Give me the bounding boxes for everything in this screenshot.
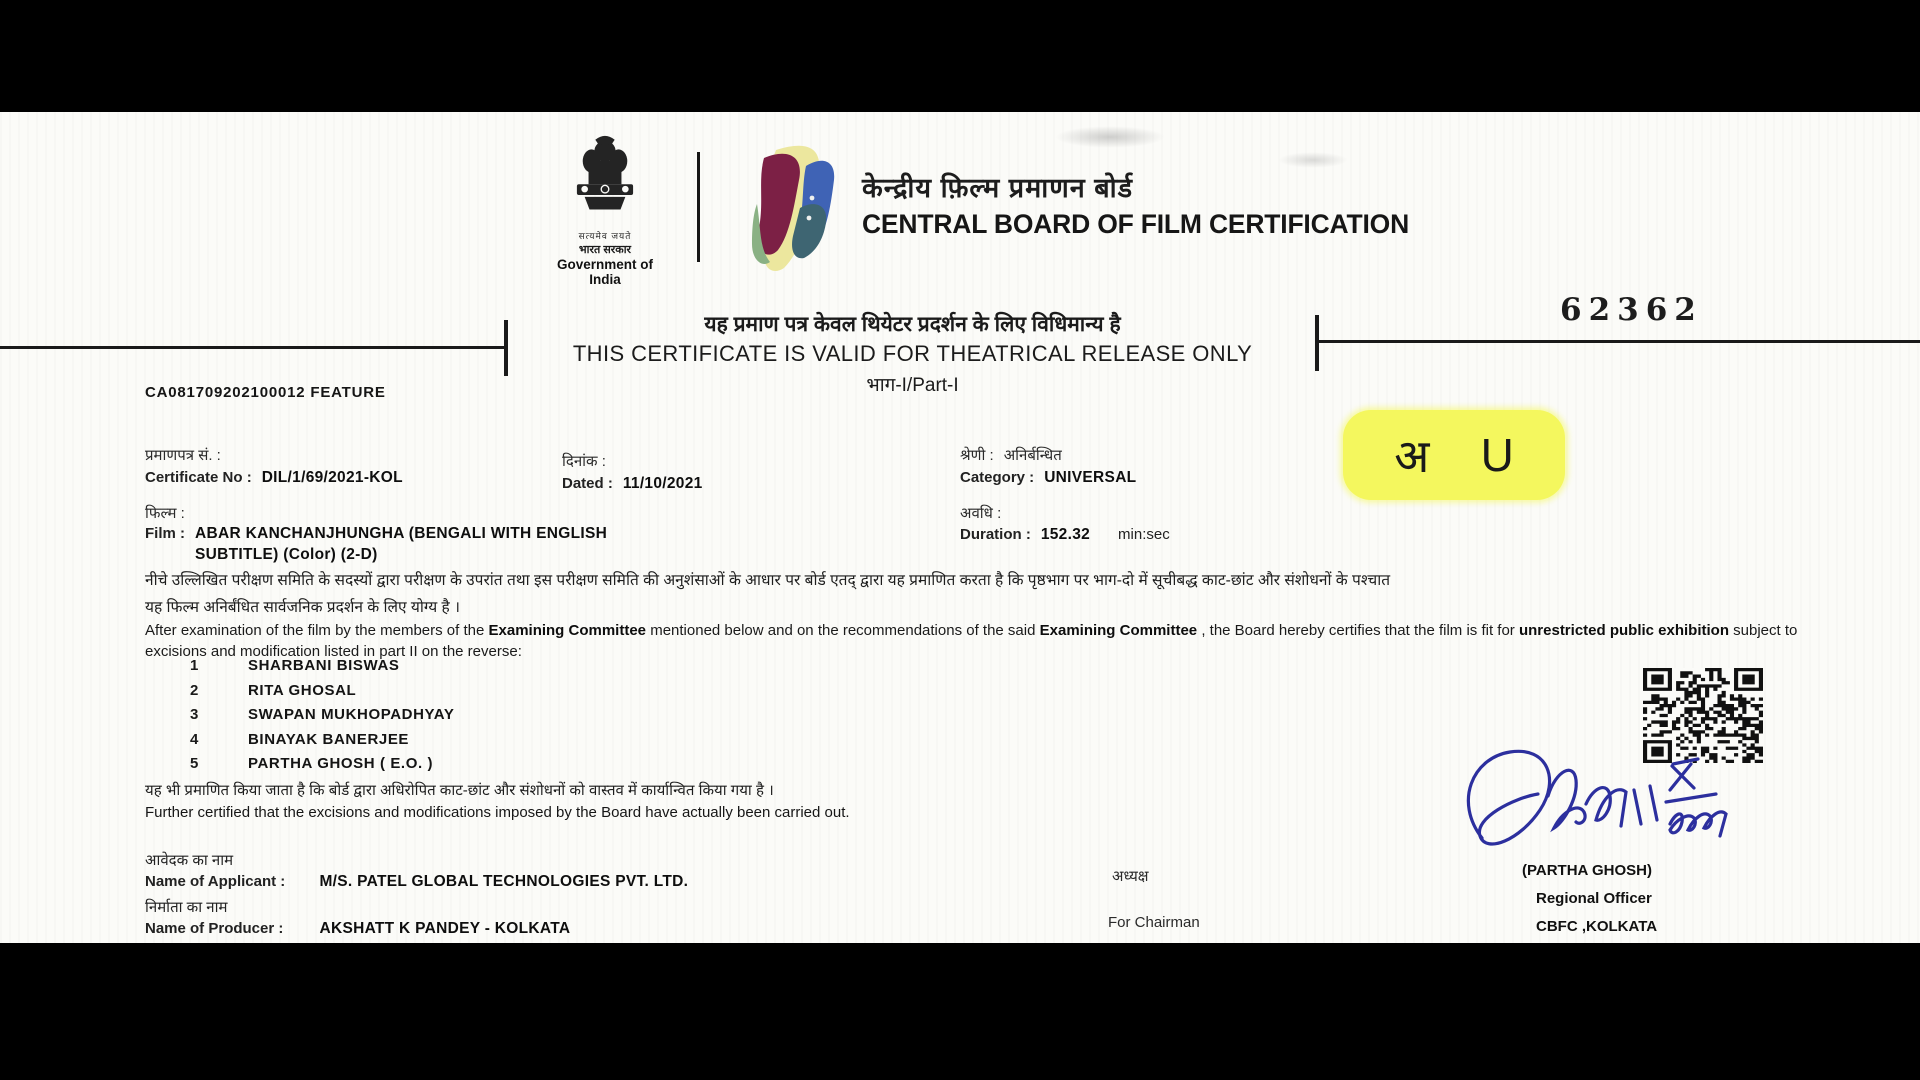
cert-hindi-line1: नीचे उल्लिखित परीक्षण समिति के सदस्यों द्वारा परीक्षण के उपरांत तथा इस परीक्षण समिति की अनुशंसाओं के आधार पर बोर्ड एतद् द्वारा यह प्रमाणित करता है कि पृष्ठभाग पर भाग-दो में सूचीबद्ध काट-छांट और संशोधनों के पश्चात <box>145 572 1391 589</box>
applicant-label: Name of Applicant : <box>145 873 286 890</box>
signatory-name: (PARTHA GHOSH) <box>1522 862 1652 879</box>
film-title-line2: SUBTITLE) (Color) (2-D) <box>195 546 378 563</box>
cert-en-bold: unrestricted public exhibition <box>1518 622 1729 639</box>
duration-row <box>960 526 1170 544</box>
ashoka-emblem-icon <box>566 132 644 224</box>
category-value-hindi: अनिर्बन्धित <box>1003 447 1062 464</box>
committee-number: 3 <box>190 706 199 723</box>
applicant-label-hindi: आवेदक का नाम <box>145 852 234 869</box>
committee-member: SHARBANI BISWAS <box>248 657 400 674</box>
producer-value: AKSHATT K PANDEY - KOLKATA <box>319 920 571 937</box>
further-certified-english: Further certified that the excisions and modifications imposed by the Board have actually been carried out. <box>145 804 850 821</box>
film-label: Film : <box>145 525 185 542</box>
duration-label: Duration : <box>960 526 1031 543</box>
rating-letter-english: U <box>1480 429 1514 481</box>
certificate-no-label-hindi: प्रमाणपत्र सं. : <box>145 447 221 464</box>
certificate-no-row <box>145 469 403 487</box>
emblem-government-of-india: Government of India <box>556 257 653 287</box>
signatory-office: CBFC ,KOLKATA <box>1536 918 1658 935</box>
committee-row <box>190 731 454 748</box>
producer-label-hindi: निर्माता का नाम <box>145 899 228 916</box>
validity-statement <box>510 310 1315 397</box>
scan-smudge <box>1278 152 1348 168</box>
committee-number: 1 <box>190 657 199 674</box>
scan-smudge <box>1055 126 1165 148</box>
cert-en-text: After examination of the film by the members of the <box>145 622 489 639</box>
committee-row <box>190 657 454 674</box>
rating-badge <box>1343 410 1565 500</box>
committee-member: SWAPAN MUKHOPADHYAY <box>248 706 455 723</box>
emblem-motto: सत्यमेव जयते <box>578 231 632 241</box>
validity-text-hindi: यह प्रमाण पत्र केवल थियेटर प्रदर्शन के लिए विधिमान्य है <box>704 313 1121 336</box>
cbfc-logo-icon <box>742 142 854 274</box>
part-label: भाग-I/Part-I <box>866 375 959 396</box>
duration-label-hindi: अवधि : <box>960 505 1002 522</box>
chairman-label-hindi: अध्यक्ष <box>1112 868 1149 885</box>
film-title-line1: ABAR KANCHANJHUNGHA (BENGALI WITH ENGLISH <box>195 525 608 542</box>
org-title-english: CENTRAL BOARD OF FILM CERTIFICATION <box>862 209 1410 239</box>
certificate-no-label: Certificate No : <box>145 469 252 486</box>
committee-number: 2 <box>190 681 199 699</box>
film-row <box>145 525 607 564</box>
category-label-hindi: श्रेणी : <box>960 447 994 464</box>
examining-committee-list <box>190 657 454 780</box>
committee-number: 5 <box>190 755 199 772</box>
ca-number: CA081709202100012 FEATURE <box>145 384 386 401</box>
rule-line-right <box>1318 340 1920 343</box>
producer-row <box>145 920 570 938</box>
dated-label-hindi: दिनांक : <box>562 453 606 470</box>
signatory-title: Regional Officer <box>1536 890 1652 907</box>
rule-tick-left <box>504 320 508 376</box>
duration-unit: min:sec <box>1118 526 1170 543</box>
duration-value: 152.32 <box>1040 526 1091 543</box>
org-title-hindi: केन्द्रीय फ़िल्म प्रमाणन बोर्ड <box>862 173 1134 203</box>
certification-paragraph-hindi <box>145 567 1790 621</box>
cert-hindi-line2: यह फिल्म अनिर्बंधित सार्वजनिक प्रदर्शन के लिए योग्य है । <box>145 599 460 616</box>
rating-letter-hindi: अ <box>1394 430 1430 482</box>
applicant-row <box>145 873 688 891</box>
committee-member: RITA GHOSAL <box>248 681 357 699</box>
header-divider-line <box>697 152 700 262</box>
cert-en-text: mentioned below and on the recommendations of the said <box>646 622 1040 639</box>
rule-tick-right <box>1315 315 1319 371</box>
dated-value: 11/10/2021 <box>622 475 703 492</box>
category-value: UNIVERSAL <box>1044 469 1137 486</box>
for-chairman-label: For Chairman <box>1108 914 1200 931</box>
cbfc-certificate <box>0 112 1920 943</box>
committee-number: 4 <box>190 730 199 748</box>
cert-en-bold: Examining Committee <box>488 622 647 639</box>
emblem-bharat-sarkar: भारत सरकार <box>578 244 632 256</box>
category-label: Category : <box>960 469 1035 486</box>
committee-row <box>190 755 454 772</box>
producer-label: Name of Producer : <box>145 920 284 937</box>
further-certified-hindi: यह भी प्रमाणित किया जाता है कि बोर्ड द्वारा अधिरोपित काट-छांट और संशोधनों को वास्तव में कार्यान्वित किया गया है । <box>145 782 774 799</box>
org-title-block <box>862 168 1562 240</box>
cert-en-text: , the Board hereby certifies that the film is fit for <box>1197 622 1519 639</box>
film-label-hindi: फिल्म : <box>145 505 185 522</box>
cert-en-text: subject to excisions and modification listed in part II on the reverse: <box>145 622 1798 660</box>
committee-row <box>190 706 454 723</box>
category-row-hindi <box>960 445 1062 465</box>
category-row <box>960 469 1136 487</box>
applicant-value: M/S. PATEL GLOBAL TECHNOLOGIES PVT. LTD. <box>319 873 689 890</box>
committee-row <box>190 682 454 699</box>
validity-text-english: THIS CERTIFICATE IS VALID FOR THEATRICAL RELEASE ONLY <box>572 341 1253 366</box>
dated-label: Dated : <box>562 475 613 492</box>
certificate-no-value: DIL/1/69/2021-KOL <box>261 469 403 486</box>
cert-en-bold: Examining Committee <box>1039 622 1198 639</box>
dated-row <box>562 475 703 493</box>
rule-line-left <box>0 346 505 349</box>
certificate-serial-number: 62362 <box>1560 292 1703 328</box>
committee-member: BINAYAK BANERJEE <box>248 730 410 748</box>
government-emblem-block <box>540 132 670 287</box>
certification-paragraph-english <box>145 620 1813 662</box>
committee-member: PARTHA GHOSH ( E.O. ) <box>248 755 434 772</box>
